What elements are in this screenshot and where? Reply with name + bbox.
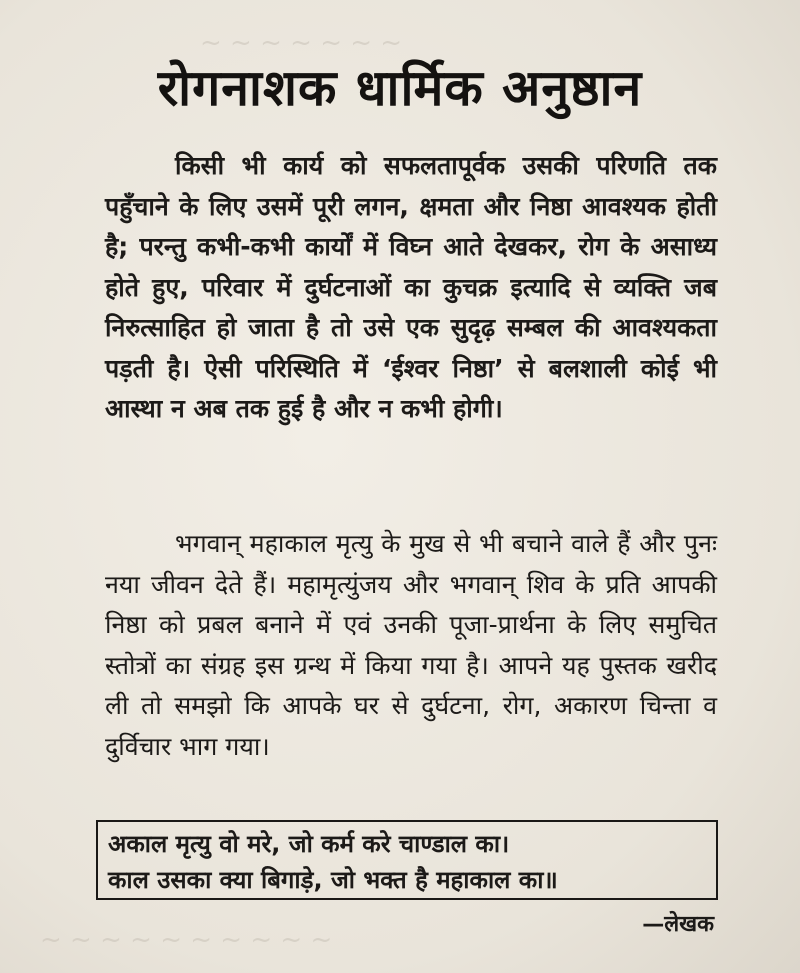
verse-line-2: काल उसका क्या बिगाड़े, जो भक्त है महाकाल का॥ [108,866,558,894]
verse-line-1: अकाल मृत्यु वो मरे, जो कर्म करे चाण्डाल का। [108,830,510,858]
verse-box [96,820,718,900]
paragraph-intro: किसी भी कार्य को सफलतापूर्वक उसकी परिणति तक पहुँचाने के लिए उसमें पूरी लगन, क्षमता और निष्ठा आवश्यक होती है; परन्तु कभी-कभी कार्यों में विघ्न आते देखकर, रोग के असाध्य होते हुए, परिवार में दुर्घटनाओं का कुचक्र इत्यादि से व्यक्ति जब निरुत्साहित हो जाता है तो उसे एक सुदृढ़ सम्बल की आवश्यकता पड़ती है। ऐसी परिस्थिति में ‘ईश्वर निष्ठा’ से बलशाली कोई भी आस्था न अब तक हुई है और न कभी होगी। [105,151,717,423]
show-through-text: ~ ~ ~ ~ ~ ~ ~ ~ ~ ~ [40,925,333,955]
author-signature: —लेखक [642,912,714,937]
paragraph-mahakal: भगवान् महाकाल मृत्यु के मुख से भी बचाने वाले हैं और पुनः नया जीवन देते हैं। महामृत्युंजय और भगवान् शिव के प्रति आपकी निष्ठा को प्रबल बनाने में एवं उनकी पूजा-प्रार्थना के लिए समुचित स्तोत्रों का संग्रह इस ग्रन्थ में किया गया है। आपने यह पुस्तक खरीद ली तो समझो कि आपके घर से दुर्घटना, रोग, अकारण चिन्ता व दुर्विचार भाग गया। [105,529,717,761]
page-title: रोगनाशक धार्मिक अनुष्ठान [157,58,643,117]
show-through-text: ~ ~ ~ ~ ~ ~ ~ [200,28,403,58]
